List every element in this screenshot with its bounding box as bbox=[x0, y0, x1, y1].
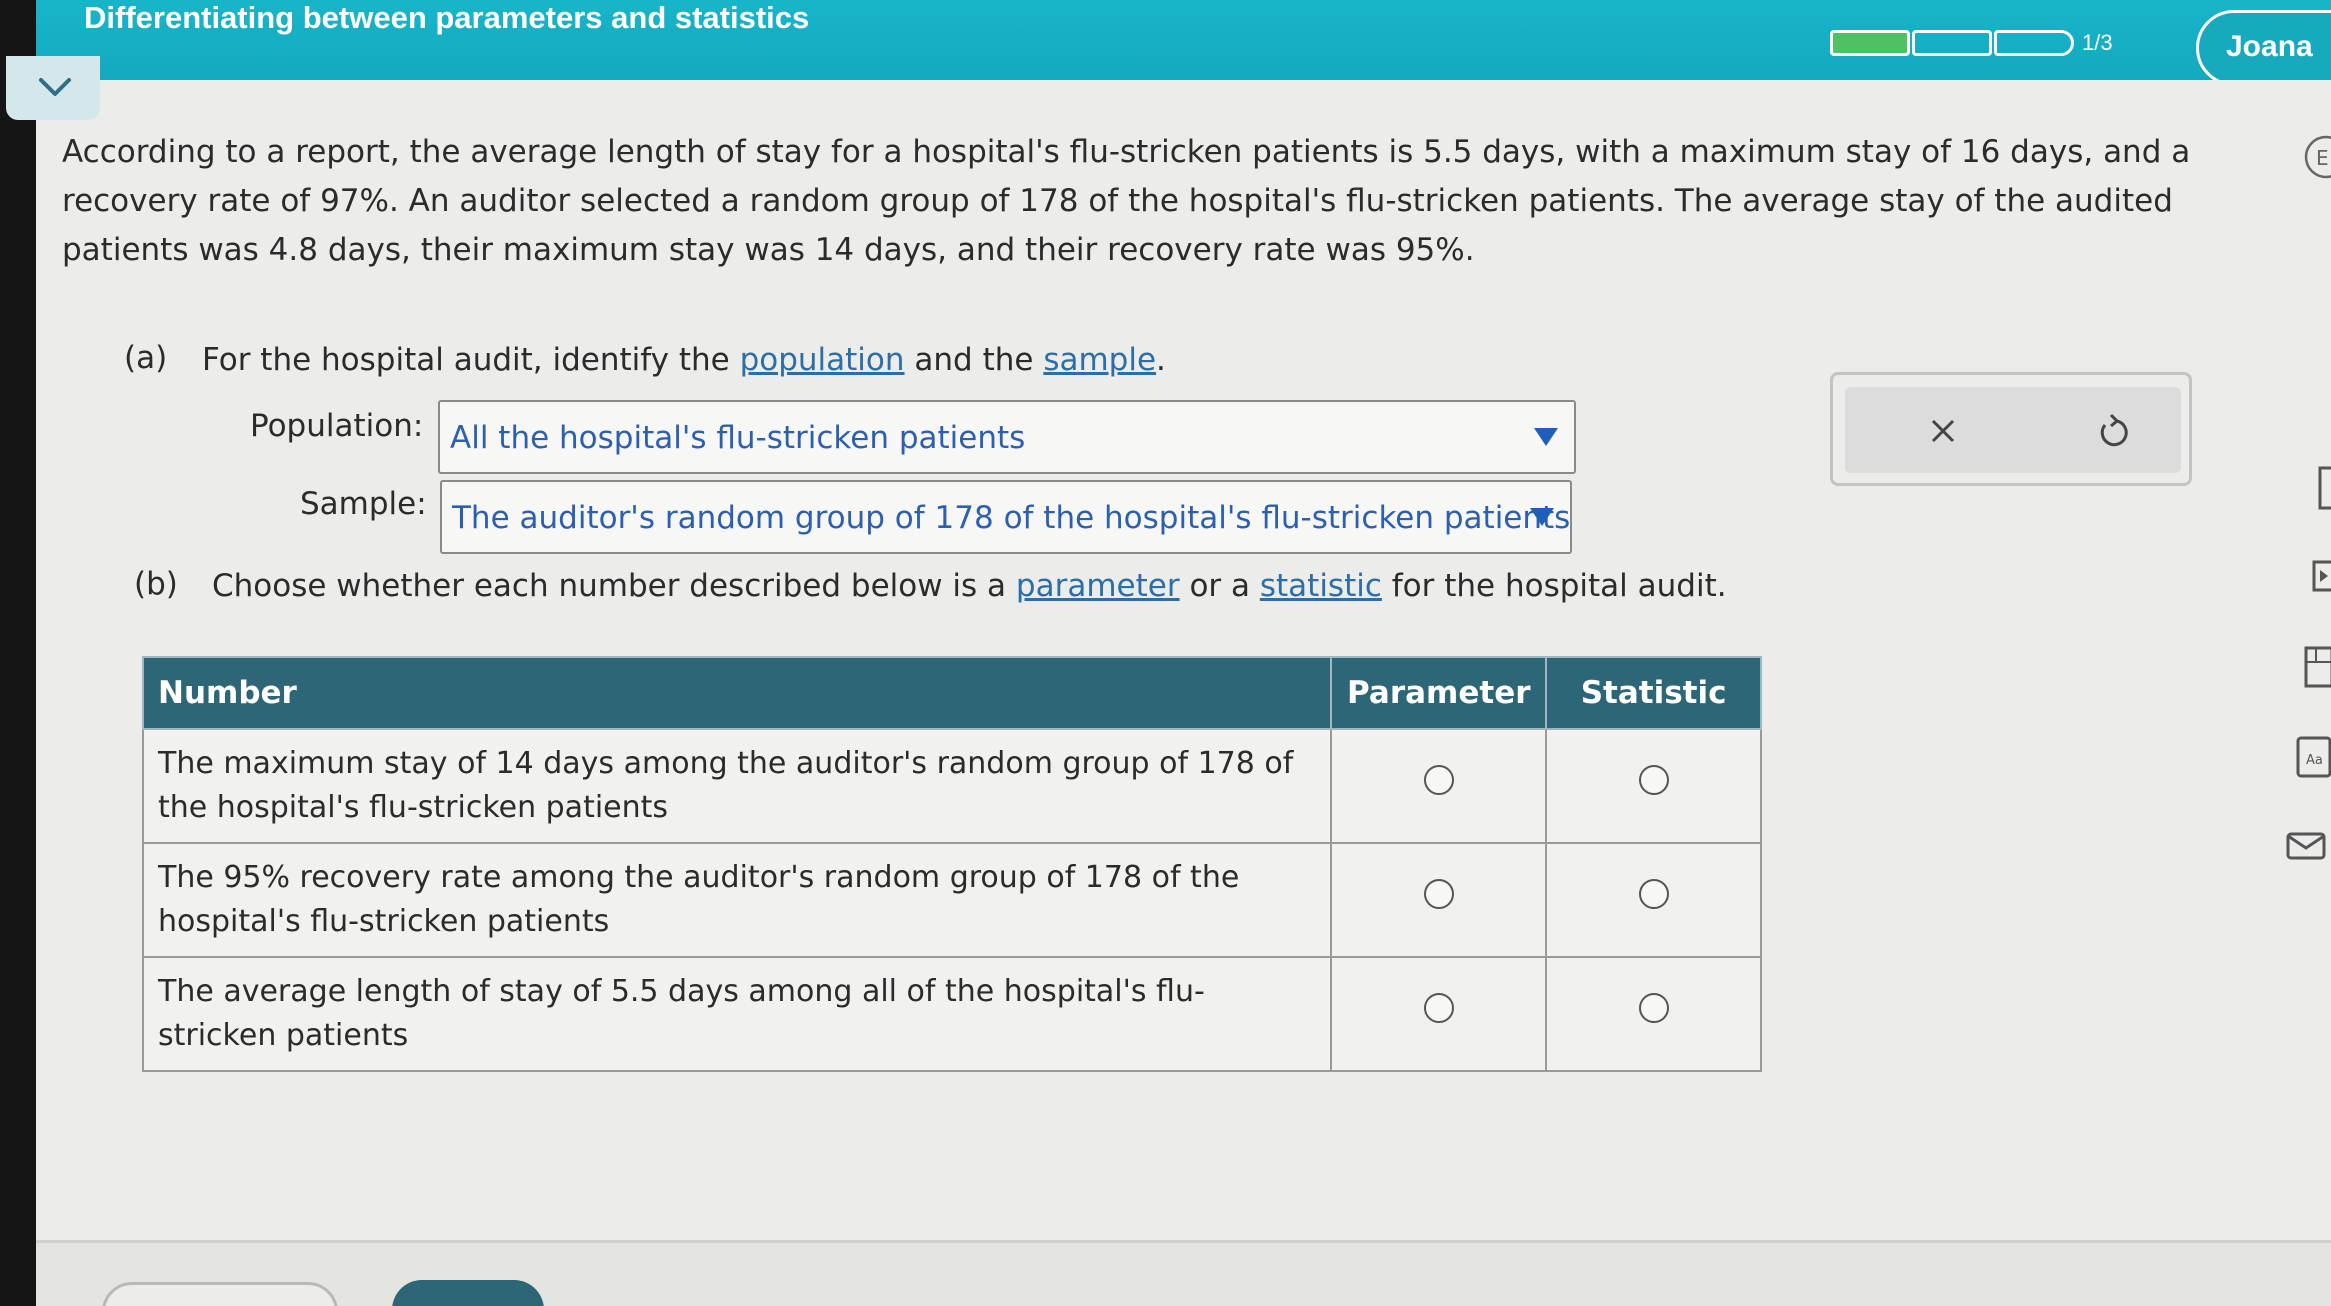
side-tool-button-1[interactable] bbox=[2302, 134, 2331, 184]
side-tool-button-3[interactable] bbox=[2310, 558, 2331, 598]
close-icon bbox=[1919, 407, 1967, 455]
row-description: The average length of stay of 5.5 days among all of the hospital's flu-stricken patients bbox=[143, 957, 1331, 1071]
bracket-icon bbox=[2316, 466, 2331, 510]
column-header-statistic: Statistic bbox=[1546, 657, 1761, 729]
question-text: According to a report, the average length of stay for a hospital's flu-stricken patients is 5.5 days, with a maximum stay of 16 days, and a recovery rate of 97%. An auditor selected a random group of 178 of the hospital's flu-stricken patients. The average stay of the audited patients was 4.8 days, their maximum stay was 14 days, and their recovery rate was 95%. bbox=[62, 134, 2191, 268]
side-tool-button-4[interactable] bbox=[2302, 646, 2331, 694]
sample-link[interactable]: sample bbox=[1043, 342, 1157, 378]
population-label: Population: bbox=[250, 408, 424, 444]
sample-label: Sample: bbox=[300, 486, 427, 522]
progress-segment-3 bbox=[1994, 30, 2074, 56]
population-select-value: All the hospital's flu-stricken patients bbox=[450, 420, 1026, 456]
parameter-cell bbox=[1331, 843, 1546, 957]
table-row bbox=[143, 729, 1761, 843]
svg-text:E: E bbox=[2316, 146, 2329, 170]
sample-select-value: The auditor's random group of 178 of the hospital's flu-stricken patients bbox=[452, 500, 1571, 536]
parameter-cell bbox=[1331, 729, 1546, 843]
video-icon bbox=[2310, 558, 2331, 594]
parameter-cell bbox=[1331, 957, 1546, 1071]
part-a-prompt-mid: and the bbox=[914, 342, 1034, 378]
dropdown-arrow-icon bbox=[1530, 508, 1554, 526]
part-b-prompt-post: for the hospital audit. bbox=[1391, 568, 1727, 604]
user-name: Joana bbox=[2226, 30, 2313, 63]
part-a-prompt-post: . bbox=[1156, 342, 1166, 378]
collapse-toggle-button[interactable] bbox=[6, 56, 100, 120]
check-button[interactable] bbox=[392, 1280, 544, 1306]
screen-bezel bbox=[0, 0, 36, 1306]
statistic-cell bbox=[1546, 843, 1761, 957]
parameter-link[interactable]: parameter bbox=[1015, 568, 1180, 604]
progress-segment-1 bbox=[1830, 30, 1910, 56]
population-select[interactable] bbox=[438, 400, 1576, 474]
dropdown-arrow-icon bbox=[1534, 428, 1558, 446]
statistic-radio[interactable] bbox=[1639, 879, 1669, 909]
progress-text: 1/3 bbox=[2082, 30, 2113, 55]
parameter-statistic-table bbox=[142, 656, 1762, 1072]
svg-text:Aa: Aa bbox=[2306, 753, 2323, 768]
statistic-cell bbox=[1546, 729, 1761, 843]
side-tool-button-2[interactable] bbox=[2316, 466, 2331, 514]
table-row bbox=[143, 957, 1761, 1071]
statistic-cell bbox=[1546, 957, 1761, 1071]
part-b-label: (b) bbox=[134, 566, 178, 602]
undo-button[interactable] bbox=[2089, 407, 2137, 455]
part-a-prompt bbox=[202, 342, 1166, 378]
chevron-down-icon bbox=[38, 76, 72, 98]
population-link[interactable]: population bbox=[739, 342, 905, 378]
part-a-prompt-pre: For the hospital audit, identify the bbox=[202, 342, 730, 378]
table-row bbox=[143, 843, 1761, 957]
side-tool-button-5[interactable] bbox=[2294, 736, 2331, 782]
part-a-label: (a) bbox=[124, 340, 168, 376]
statistic-radio[interactable] bbox=[1639, 993, 1669, 1023]
clear-button[interactable] bbox=[1919, 407, 1967, 455]
statistic-link[interactable]: statistic bbox=[1259, 568, 1382, 604]
bottom-bar bbox=[36, 1240, 2331, 1306]
parameter-radio[interactable] bbox=[1424, 765, 1454, 795]
undo-icon bbox=[2089, 407, 2137, 455]
column-header-parameter: Parameter bbox=[1331, 657, 1546, 729]
ebook-icon bbox=[2302, 134, 2331, 180]
parameter-radio[interactable] bbox=[1424, 879, 1454, 909]
part-b-prompt-pre: Choose whether each number described below is a bbox=[212, 568, 1007, 604]
parameter-radio[interactable] bbox=[1424, 993, 1454, 1023]
sample-select[interactable] bbox=[440, 480, 1572, 554]
glossary-icon bbox=[2294, 736, 2331, 778]
row-description: The 95% recovery rate among the auditor's random group of 178 of the hospital's flu-stricken patients bbox=[143, 843, 1331, 957]
answer-tools-panel bbox=[1830, 372, 2192, 486]
side-tool-button-6[interactable] bbox=[2284, 830, 2328, 866]
page-title: Differentiating between parameters and statistics bbox=[84, 0, 810, 35]
part-b-prompt bbox=[212, 568, 1727, 604]
secondary-button[interactable] bbox=[102, 1282, 338, 1306]
calculator-icon bbox=[2302, 646, 2331, 690]
table-header-row bbox=[143, 657, 1761, 729]
mail-icon bbox=[2284, 830, 2328, 862]
column-header-number: Number bbox=[143, 657, 1331, 729]
row-description: The maximum stay of 14 days among the auditor's random group of 178 of the hospital's flu-stricken patients bbox=[143, 729, 1331, 843]
answer-tools-inner bbox=[1845, 387, 2181, 473]
progress-segment-2 bbox=[1912, 30, 1992, 56]
statistic-radio[interactable] bbox=[1639, 765, 1669, 795]
part-b-prompt-mid: or a bbox=[1189, 568, 1250, 604]
progress-bar bbox=[1830, 30, 2070, 58]
